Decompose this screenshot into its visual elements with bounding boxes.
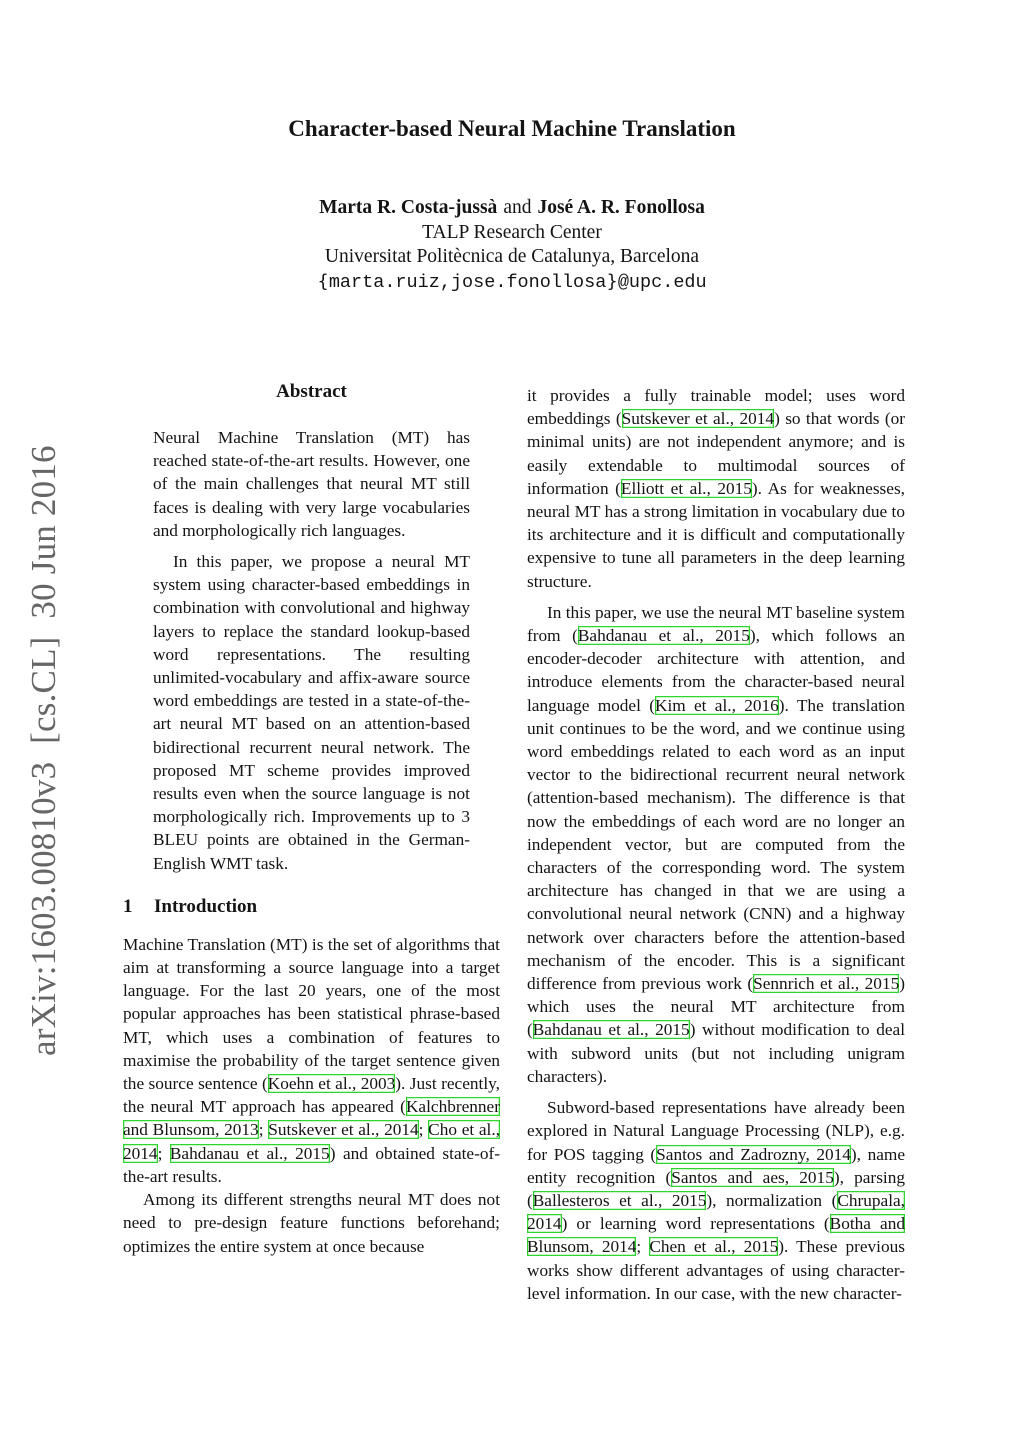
citation-link[interactable]: Chen et al., 2015 [649,1237,779,1257]
citation-link[interactable]: Elliott et al., 2015 [620,478,752,498]
email-domain: @upc.edu [617,271,707,293]
email-usernames: marta.ruiz,jose.fonollosa [328,271,607,293]
citation-link[interactable]: Santos and aes, 2015 [671,1167,834,1187]
citation-link[interactable]: Chrupala, 2014 [527,1190,905,1234]
citation-link[interactable]: Ballesteros et al., 2015 [532,1190,707,1210]
section-heading-introduction [123,895,500,919]
citation-link[interactable]: Botha and Blunsom, 2014 [527,1214,905,1257]
author-email[interactable] [0,270,1024,296]
body-paragraph: Machine Translation (MT) is the set of algorithms that aim at transforming a source language into a target language. For the last 20 years, one of the most popular approaches has been statistical phrase-based MT, which uses a combination of features to maximise the probability of the target sentence given the source sentence (Koehn et al., 2003). Just recently, the neural MT approach has appeared (Kalchbrenner and Blunsom, 2013; Sutskever et al., 2014; Cho et al., 2014; Bahdanau et al., 2015) and obtained state-of-the-art results. [123,934,501,1186]
section-title: Introduction [154,895,258,917]
body-paragraph: In this paper, we use the neural MT baseline system from (Bahdanau et al., 2015), which follows an encoder-decoder architecture with attention, and introduce elements from the character-based neural language model (Kim et al., 2016). The translation unit continues to be the word, and we continue using word embeddings related to each word as an input vector to the bidirectional recurrent neural network (attention-based mechanism). The difference is that now the embeddings of each word are no longer an independent vector, but are computed from the characters of the corresponding word. The system architecture has changed in that we are using a convolutional neural network (CNN) and a highway network over characters before the attention-based mechanism of the encoder. This is a significant difference from previous work (Sennrich et al., 2015) which uses the neural MT architecture from (Bahdanau et al., 2015) without modification to deal with subword units (but not including unigram characters). [527,602,906,1086]
abstract-paragraph: In this paper, we propose a neural MT system using character-based embeddings in combination with convolutional and highway layers to replace the standard lookup-based word representations. The resulting unlimited-vocabulary and affix-aware source word embeddings are tested in a state-of-the-art neural MT based on an attention-based bidirectional recurrent neural network. The proposed MT scheme provides improved results even when the source language is not morphologically rich. Improvements up to 3 BLEU points are obtained in the German-English WMT task. [153,552,470,873]
body-paragraph: Among its different strengths neural MT does not need to pre-design feature functions beforehand; optimizes the entire system at once because [123,1190,500,1256]
citation-link[interactable]: Kalchbrenner and Blunsom, 2013 [123,1097,500,1140]
paper-title: Character-based Neural Machine Translation [288,116,736,141]
citation-link[interactable]: Bahdanau et al., 2015 [577,626,750,646]
citation-link[interactable]: Cho et al., 2014 [123,1120,500,1163]
arxiv-identifier-stamp: arXiv:1603.00810v3 [cs.CL] 30 Jun 2016 [24,445,63,1056]
left-column [123,380,500,1258]
affiliation-line: TALP Research Center [422,221,602,243]
author-line [0,196,1024,221]
email-open-brace: { [317,270,329,292]
email-close-brace: } [606,270,618,292]
body-paragraph: Subword-based representations have already been explored in Natural Language Processing (NLP), e.g. for POS tagging (Santos and Zadrozny, 2014), name entity recognition (Santos and aes, 2015), parsing (Ballesteros et al., 2015), normalization (Chrupala, 2014) or learning word representations (Botha and Blunsom, 2014; Chen et al., 2015). These previous works show different advantages of using character-level information. In our case, with the new character- [527,1098,905,1303]
abstract-body [153,426,470,875]
author-name: Marta R. Costa-jussà [319,197,498,218]
citation-link[interactable]: Kim et al., 2016 [654,695,779,715]
author-block [0,196,1024,295]
abstract-heading: Abstract [276,381,347,402]
citation-link[interactable]: Bahdanau et al., 2015 [169,1143,330,1163]
citation-link[interactable]: Santos and Zadrozny, 2014 [656,1144,851,1164]
citation-link[interactable]: Sutskever et al., 2014 [621,409,775,429]
author-conjunction: and [503,197,532,218]
affiliation-line: Universitat Politècnica de Catalunya, Barcelona [324,246,700,267]
citation-link[interactable]: Sennrich et al., 2015 [753,974,900,994]
citation-link[interactable]: Bahdanau et al., 2015 [532,1020,690,1040]
right-column [527,384,905,1305]
citation-link[interactable]: Koehn et al., 2003 [267,1074,396,1094]
author-name: José A. R. Fonollosa [537,197,705,218]
section-number: 1 [123,895,133,917]
citation-link[interactable]: Sutskever et al., 2014 [268,1120,419,1140]
abstract-paragraph: Neural Machine Translation (MT) has reached state-of-the-art results. However, one of the main challenges that neural MT still faces is dealing with very large vocabularies and morphologically rich languages. [153,428,470,540]
body-paragraph: it provides a fully trainable model; uses word embeddings (Sutskever et al., 2014) so that words (or minimal units) are not independent anymore; and is easily extendable to multimodal sources of information (Elliott et al., 2015). As for weaknesses, neural MT has a strong limitation in vocabulary due to its architecture and it is difficult and computationally expensive to tune all parameters in the deep learning structure. [527,386,905,591]
